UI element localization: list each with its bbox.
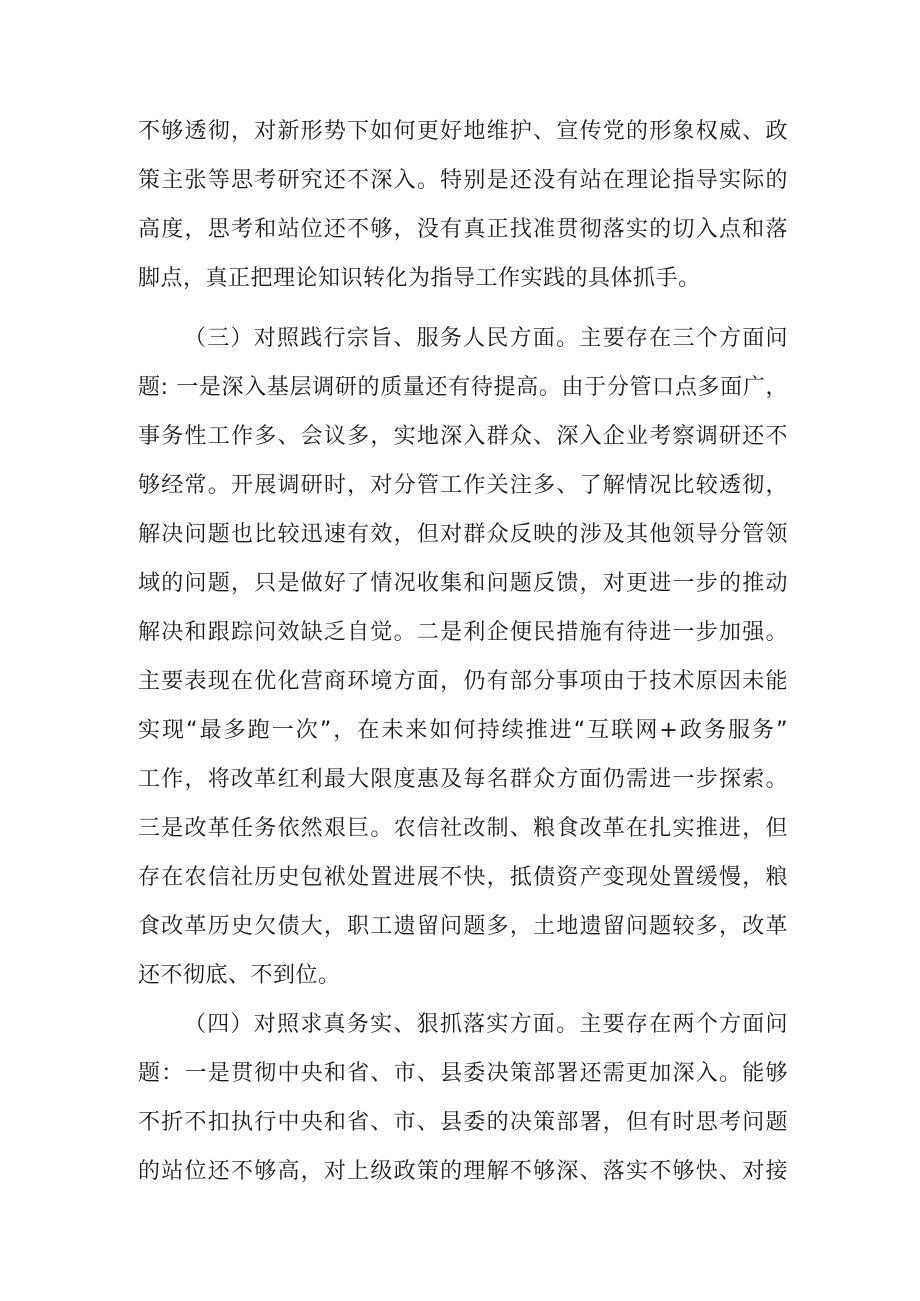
text-line: 主要表现在优化营商环境方面，仍有部分事项由于技术原因未能: [138, 669, 788, 694]
text-line: 题：一是贯彻中央和省、市、县委决策部署还需更加深入。能够: [138, 1061, 788, 1086]
text-line: 题: 一是深入基层调研的质量还有待提高。由于分管口点多面广，: [138, 375, 788, 400]
text-line: 解决问题也比较迅速有效，但对群众反映的涉及其他领导分管领: [138, 522, 788, 547]
text-line: 存在农信社历史包袱处置进展不快，抵债资产变现处置缓慢，粮: [138, 865, 788, 890]
text-line: 工作，将改革红利最大限度惠及每名群众方面仍需进一步探索。: [138, 767, 788, 792]
text-line: 脚点，真正把理论知识转化为指导工作实践的具体抓手。: [138, 266, 701, 291]
section-heading-line: （三）对照践行宗旨、服务人民方面。主要存在三个方面问: [184, 326, 788, 351]
text-line: 策主张等思考研究还不深入。特别是还没有站在理论指导实际的: [138, 168, 788, 193]
text-line: 不够透彻，对新形势下如何更好地维护、宣传党的形象权威、政: [138, 119, 788, 144]
text-line: 够经常。开展调研时，对分管工作关注多、了解情况比较透彻，: [138, 473, 788, 498]
text-line: 域的问题，只是做好了情况收集和问题反馈，对更进一步的推动: [138, 571, 788, 596]
text-line: 的站位还不够高，对上级政策的理解不够深、落实不够快、对接: [138, 1159, 788, 1184]
text-line: 食改革历史欠债大，职工遗留问题多，土地遗留问题较多，改革: [138, 914, 788, 939]
text-line: 还不彻底、不到位。: [138, 963, 341, 988]
text-line: 高度，思考和站位还不够，没有真正找准贯彻落实的切入点和落: [138, 217, 788, 242]
text-line: 实现“最多跑一次”，在未来如何持续推进“互联网+政务服务”: [138, 718, 788, 743]
text-line: 事务性工作多、会议多，实地深入群众、深入企业考察调研还不: [138, 424, 788, 449]
section-heading-line: （四）对照求真务实、狠抓落实方面。主要存在两个方面问: [184, 1012, 788, 1037]
text-line: 不折不扣执行中央和省、市、县委的决策部署，但有时思考问题: [138, 1110, 788, 1135]
text-line: 解决和跟踪问效缺乏自觉。二是利企便民措施有待进一步加强。: [138, 620, 788, 645]
text-line: 三是改革任务依然艰巨。农信社改制、粮食改革在扎实推进，但: [138, 816, 788, 841]
